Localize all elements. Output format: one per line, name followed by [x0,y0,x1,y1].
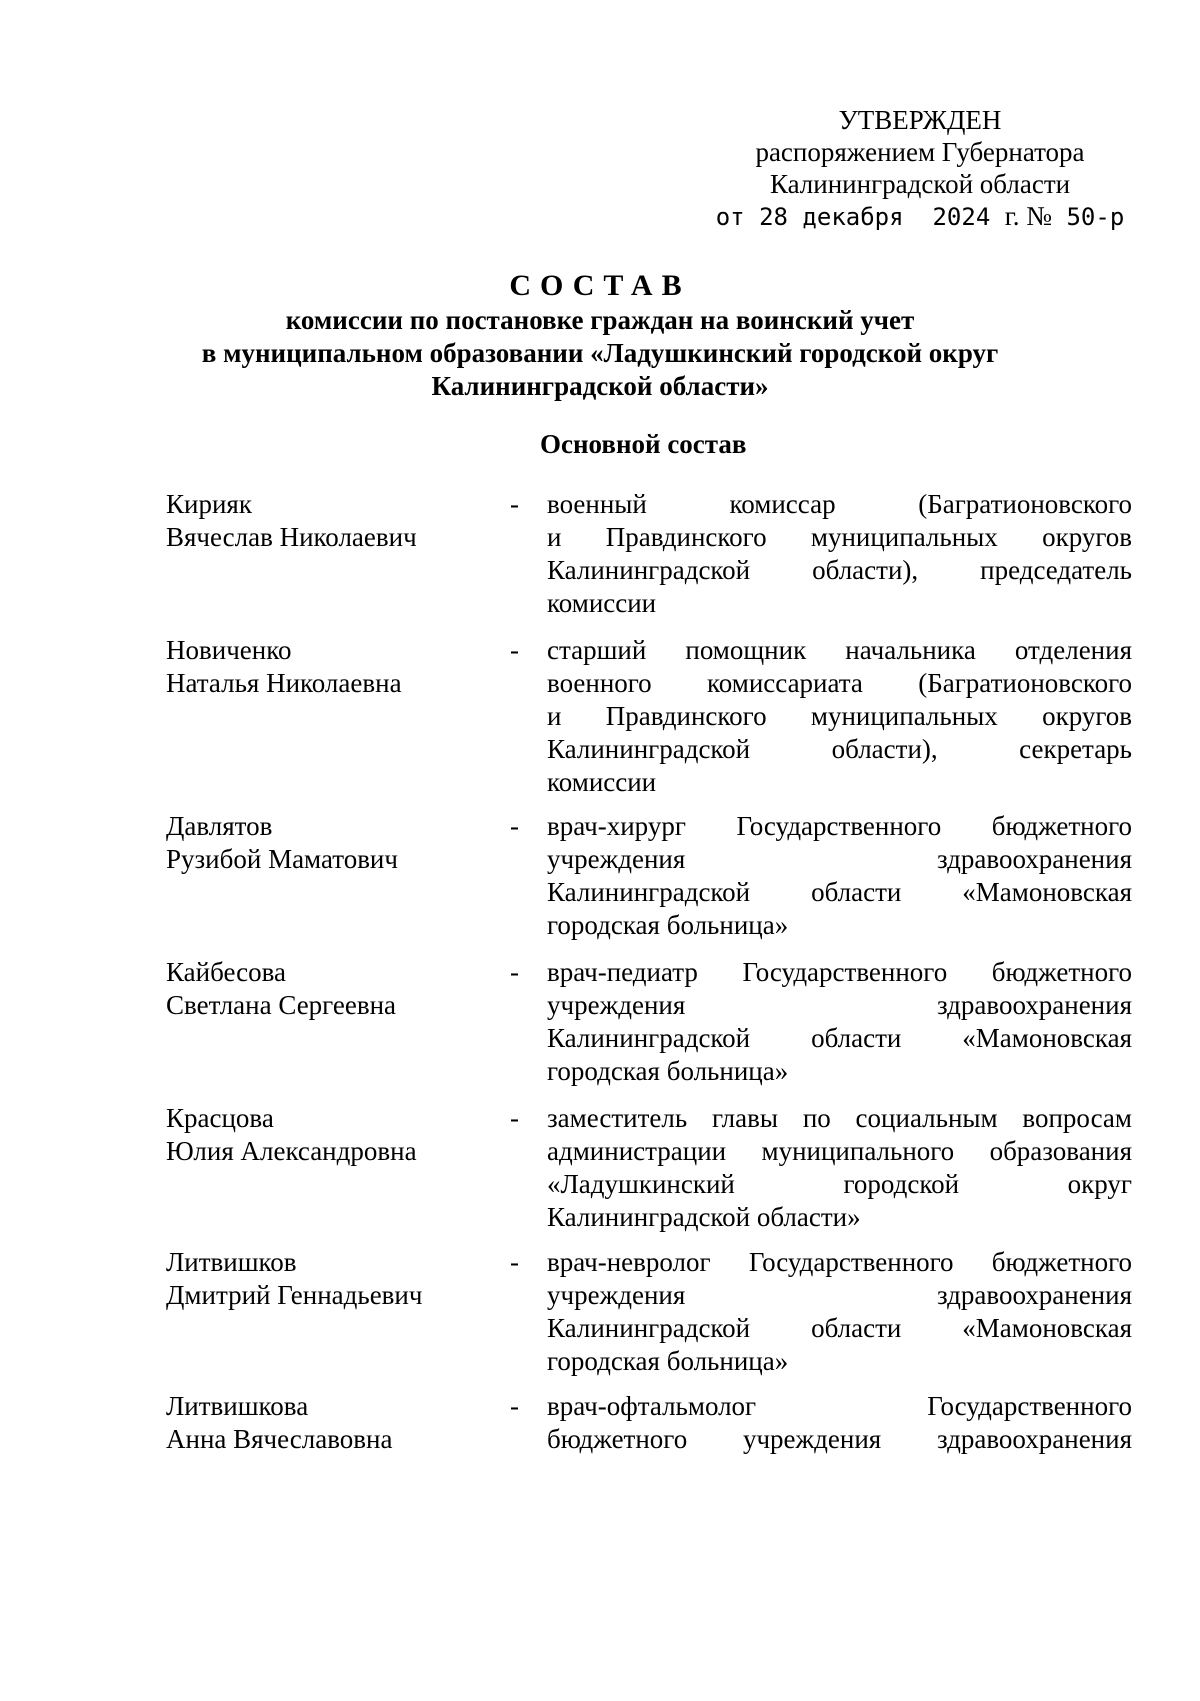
member-position-line: администрации муниципального образования [547,1136,1132,1166]
member-entry [166,634,1132,799]
member-entry [166,810,1132,942]
member-position [547,634,1132,799]
approval-stamp [700,104,1140,233]
member-dash: - [510,1247,519,1277]
member-given-name: Дмитрий Геннадьевич [166,1280,423,1310]
member-name [166,810,506,942]
title-line-3: Калининградской области» [431,371,769,401]
member-position-line: учреждения здравоохранения [547,1280,1132,1310]
member-position-line: военного комиссариата (Багратионовского [547,668,1132,698]
approved-region: Калининградской области [769,169,1071,199]
member-position-line: Калининградской области), секретарь [547,734,1132,764]
member-surname: Красцова [166,1103,274,1133]
member-name [166,956,506,1088]
member-position [547,488,1132,620]
date-prefix: от [715,203,745,231]
member-surname: Новиченко [166,635,292,665]
title-line-2: в муниципальном образовании «Ладушкинский городской округ [201,338,999,368]
section-title: Основной состав [540,429,747,459]
member-position-line: комиссии [547,767,657,797]
member-position-line: «Ладушкинский городской округ [547,1169,1132,1199]
member-position-line: Калининградской области» [547,1202,861,1232]
title-main: СОСТАВ [509,269,691,302]
member-surname: Кайбесова [166,957,286,987]
member-surname: Кирияк [166,489,252,519]
title-line-1: комиссии по постановке граждан на воинский учет [285,305,915,335]
member-position-line: заместитель главы по социальным вопросам [547,1103,1132,1133]
member-given-name: Вячеслав Николаевич [166,522,417,552]
member-given-name: Юлия Александровна [166,1136,417,1166]
member-entry [166,1246,1132,1378]
member-position-line: врач-офтальмолог Государственного [547,1391,1132,1421]
member-position [547,1102,1132,1234]
document-title [160,268,1040,403]
member-position-line: городская больница» [547,1056,789,1086]
member-position-line: военный комиссар (Багратионовского [547,489,1132,519]
member-position-line: городская больница» [547,910,789,940]
order-number: 50-р [1066,203,1125,231]
member-position-line: и Правдинского муниципальных округов [547,701,1132,731]
member-position-line: врач-невролог Государственного бюджетного [547,1247,1132,1277]
member-name [166,488,506,620]
member-position [547,810,1132,942]
member-given-name: Анна Вячеславовна [166,1424,393,1454]
member-given-name: Рузибой Маматович [166,844,398,874]
member-dash: - [510,635,519,665]
member-entry [166,1390,1132,1456]
member-dash: - [510,1103,519,1133]
member-surname: Литвишкова [166,1391,309,1421]
member-position-line: Калининградской области «Мамоновская [547,877,1132,907]
member-position-line: старший помощник начальника отделения [547,635,1132,665]
member-position-line: врач-педиатр Государственного бюджетного [547,957,1132,987]
member-position-line: учреждения здравоохранения [547,844,1132,874]
member-position-line: городская больница» [547,1346,789,1376]
member-surname: Литвишков [166,1247,297,1277]
member-given-name: Наталья Николаевна [166,668,402,698]
member-entry [166,956,1132,1088]
member-name [166,1390,506,1456]
member-position-line: врач-хирург Государственного бюджетного [547,811,1132,841]
member-position-line: Калининградской области «Мамоновская [547,1313,1132,1343]
member-position [547,1246,1132,1378]
member-position-line: и Правдинского муниципальных округов [547,522,1132,552]
member-position-line: Калининградской области «Мамоновская [547,1023,1132,1053]
date-suffix: г. № [1004,201,1053,231]
member-position [547,956,1132,1088]
member-position-line: Калининградской области), председатель [547,555,1132,585]
member-dash: - [510,957,519,987]
member-name [166,634,506,799]
member-dash: - [510,1391,519,1421]
approved-label: УТВЕРЖДЕН [838,105,1002,135]
member-position-line: учреждения здравоохранения [547,990,1132,1020]
approved-by: распоряжением Губернатора [755,137,1085,167]
member-position [547,1390,1132,1456]
member-entry [166,488,1132,620]
member-position-line: бюджетного учреждения здравоохранения [547,1424,1132,1454]
member-name [166,1102,506,1234]
member-name [166,1246,506,1378]
member-position-line: комиссии [547,588,657,618]
member-surname: Давлятов [166,811,273,841]
approval-date-line [700,200,1140,233]
member-entry [166,1102,1132,1234]
member-dash: - [510,811,519,841]
member-dash: - [510,489,519,519]
approval-date: 28 декабря 2024 [759,203,991,231]
member-given-name: Светлана Сергеевна [166,990,397,1020]
